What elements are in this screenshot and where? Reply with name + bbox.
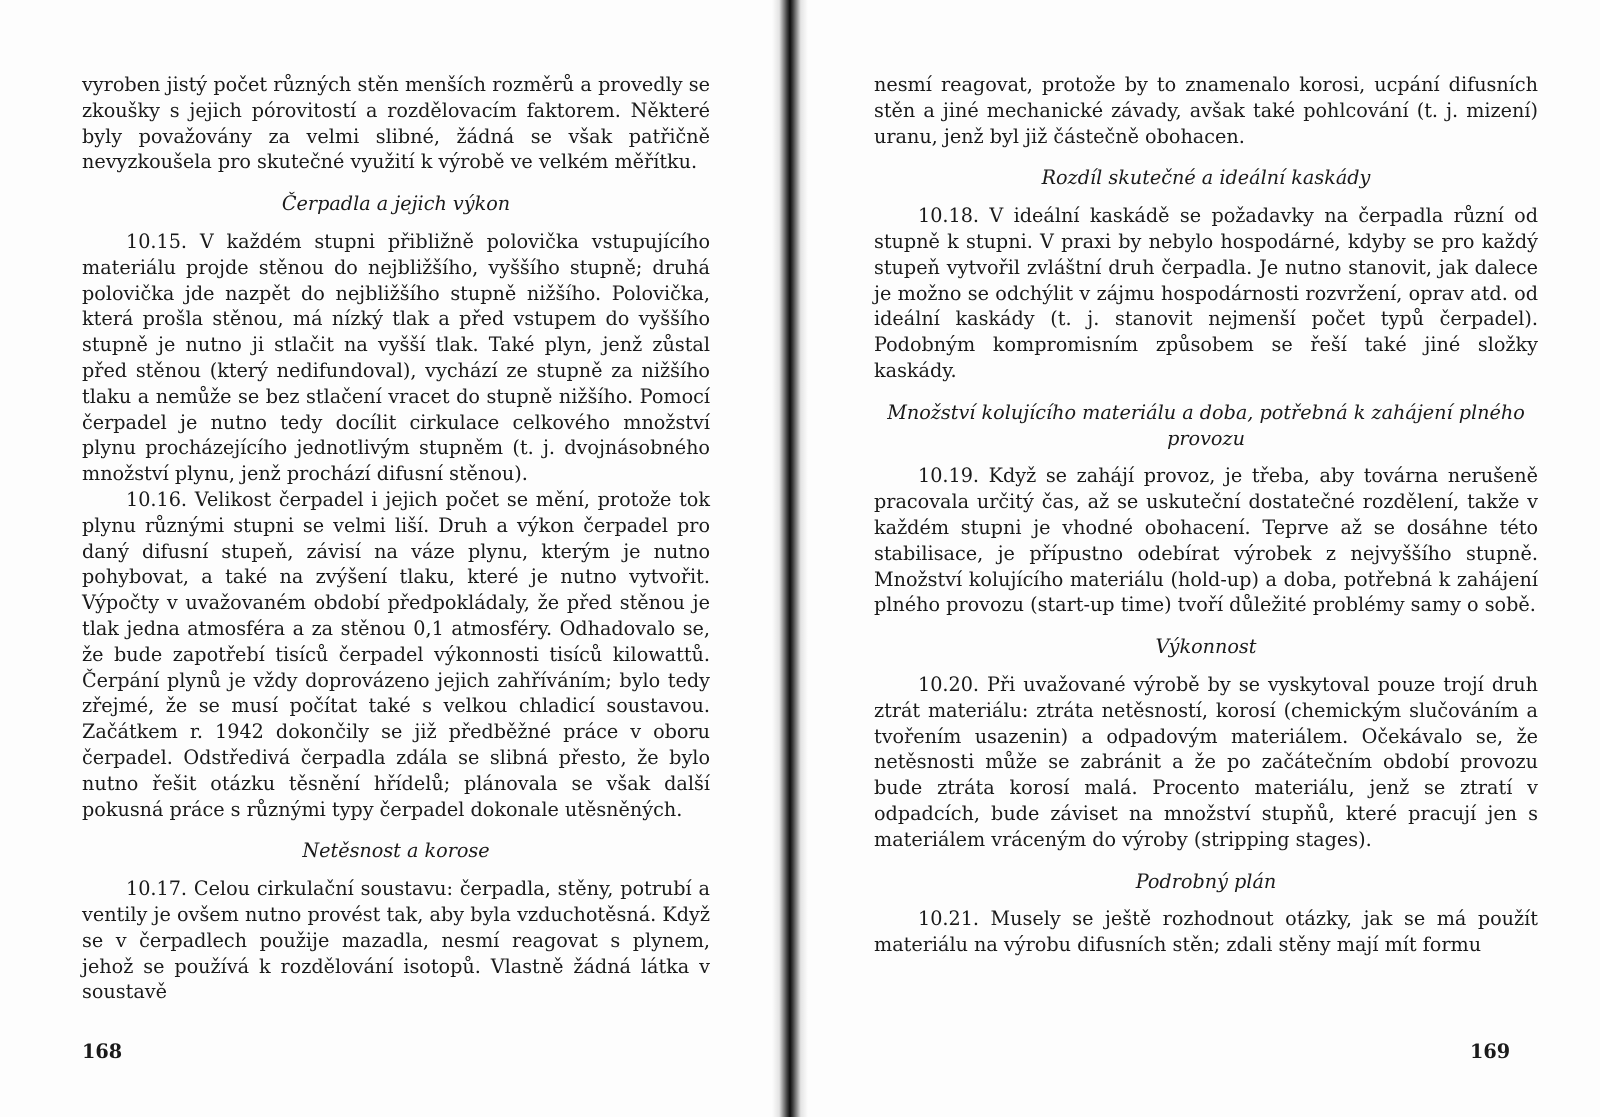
left-page: [0, 0, 790, 1117]
page-number: 169: [1470, 1040, 1511, 1063]
section-heading: Čerpadla a jejich výkon: [281, 192, 511, 216]
paragraph-10-17: 10.17. Celou cirkulační soustavu: čerpadla, stěny, potrubí a ventily je ovšem nutno provést tak, aby byla vzduchotěsná. Když se v čerpadlech použije mazadla, nesmí reagovat s plynem, jehož se používá k rozdělování isotopů. Vlastně žádná látka v soustavě: [82, 877, 710, 1004]
section-heading: Podrobný plán: [1135, 869, 1277, 893]
paragraph-10-19: 10.19. Když se zahájí provoz, je třeba, aby továrna nerušeně pracovala určitý čas, až se uskuteční dostatečné rozdělení, takže v každém stupni je vhodné obohacení. Teprve až se dosáhne této stabilisace, je přípustno odebírat výrobek z nejvyššího stupně. Množství kolujícího materiálu (hold-up) a doba, potřebná k zahájení plného provozu (start-up time) tvoří důležité problémy samy o sobě.: [874, 464, 1538, 617]
paragraph-continuation: vyroben jistý počet různých stěn menších rozměrů a provedly se zkoušky s jejich pórovitostí a rozdělovacím faktorem. Některé byly považovány za velmi slibné, žádná se však patřičně nevyzkoušela pro skutečné využití k výrobě ve velkém měřítku.: [82, 73, 710, 174]
section-heading: Množství kolujícího materiálu a doba, potřebná k zahájení plného provozu: [887, 400, 1525, 450]
right-page: [790, 0, 1600, 1117]
right-page-text: [874, 72, 1538, 958]
section-heading: Výkonnost: [1155, 635, 1257, 659]
section-heading: Netěsnost a korose: [302, 839, 490, 863]
left-page-text: [82, 72, 710, 1005]
paragraph-10-16: 10.16. Velikost čerpadel i jejich počet se mění, protože tok plynu různými stupni se velmi liší. Druh a výkon čerpadel pro daný difusní stupeň, závisí na váze plynu, kterým je nutno pohybovat, a také na zvýšení tlaku, které je nutno vytvořit. Výpočty v uvažovaném období předpokládaly, že před stěnou je tlak jedna atmosféra a za stěnou 0,1 atmosféry. Odhadovalo se, že bude zapotřebí tisíců čerpadel výkonnosti tisíců kilowattů. Čerpání plynů je vždy doprovázeno jejich zahříváním; bylo tedy zřejmé, že se musí počítat také s velkou chladicí soustavou. Začátkem r. 1942 dokončily se již předběžné práce v oboru čerpadel. Odstředivá čerpadla zdála se slibná přesto, že bylo nutno řešit otázku těsnění hřídelů; plánovala se však další pokusná práce s různými typy čerpadel dokonale utěsněných.: [82, 487, 710, 821]
paragraph-continuation: nesmí reagovat, protože by to znamenalo korosi, ucpání difusních stěn a jiné mechanické závady, avšak také pohlcování (t. j. mizení) uranu, jenž byl již částečně obohacen.: [874, 73, 1538, 148]
paragraph-10-20: 10.20. Při uvažované výrobě by se vyskytoval pouze trojí druh ztrát materiálu: ztráta netěsností, korosí (chemickým slučováním a tvořením usazenin) a odpadovým materiálem. Očekávalo se, že netěsnosti může se zabránit a že po začátečním období provozu bude ztráta korosí malá. Procento materiálu, jenž se ztratí v odpadcích, bude záviset na množství stupňů, které pracují jen s materiálem vráceným do výroby (stripping stages).: [874, 672, 1538, 851]
paragraph-10-18: 10.18. V ideální kaskádě se požadavky na čerpadla různí od stupně k stupni. V praxi by nebylo hospodárné, kdyby se pro každý stupeň vytvořil zvláštní druh čerpadla. Je nutno stanovit, jak dalece je možno se odchýlit v zájmu hospodárnosti rozvržení, oprav atd. od ideální kaskády (t. j. stanovit nejmenší počet typů čerpadel). Podobným kompromisním způsobem se řeší také jiné složky kaskády.: [874, 204, 1538, 382]
paragraph-10-21: 10.21. Musely se ještě rozhodnout otázky, jak se má použít materiálu na výrobu difusních stěn; zdali stěny mají mít formu: [874, 907, 1538, 957]
page-number: 168: [82, 1040, 123, 1063]
paragraph-10-15: 10.15. V každém stupni přibližně polovička vstupujícího materiálu projde stěnou do nejbližšího, vyššího stupně; druhá polovička jde nazpět do nejbližšího stupně nižšího. Polovička, která prošla stěnou, má nízký tlak a před vstupem do vyššího stupně je nutno ji stlačit na vyšší tlak. Také plyn, jenž zůstal před stěnou (který nedifundoval), vychází ze stupně za nižšího tlaku a nemůže se bez stlačení vracet do stupně nižšího. Pomocí čerpadel je nutno tedy docílit cirkulace celkového množství plynu procházejícího jednotlivým stupněm (t. j. dvojnásobného množství plynu, jenž prochází difusní stěnou).: [82, 229, 710, 486]
section-heading: Rozdíl skutečné a ideální kaskády: [1041, 166, 1371, 190]
